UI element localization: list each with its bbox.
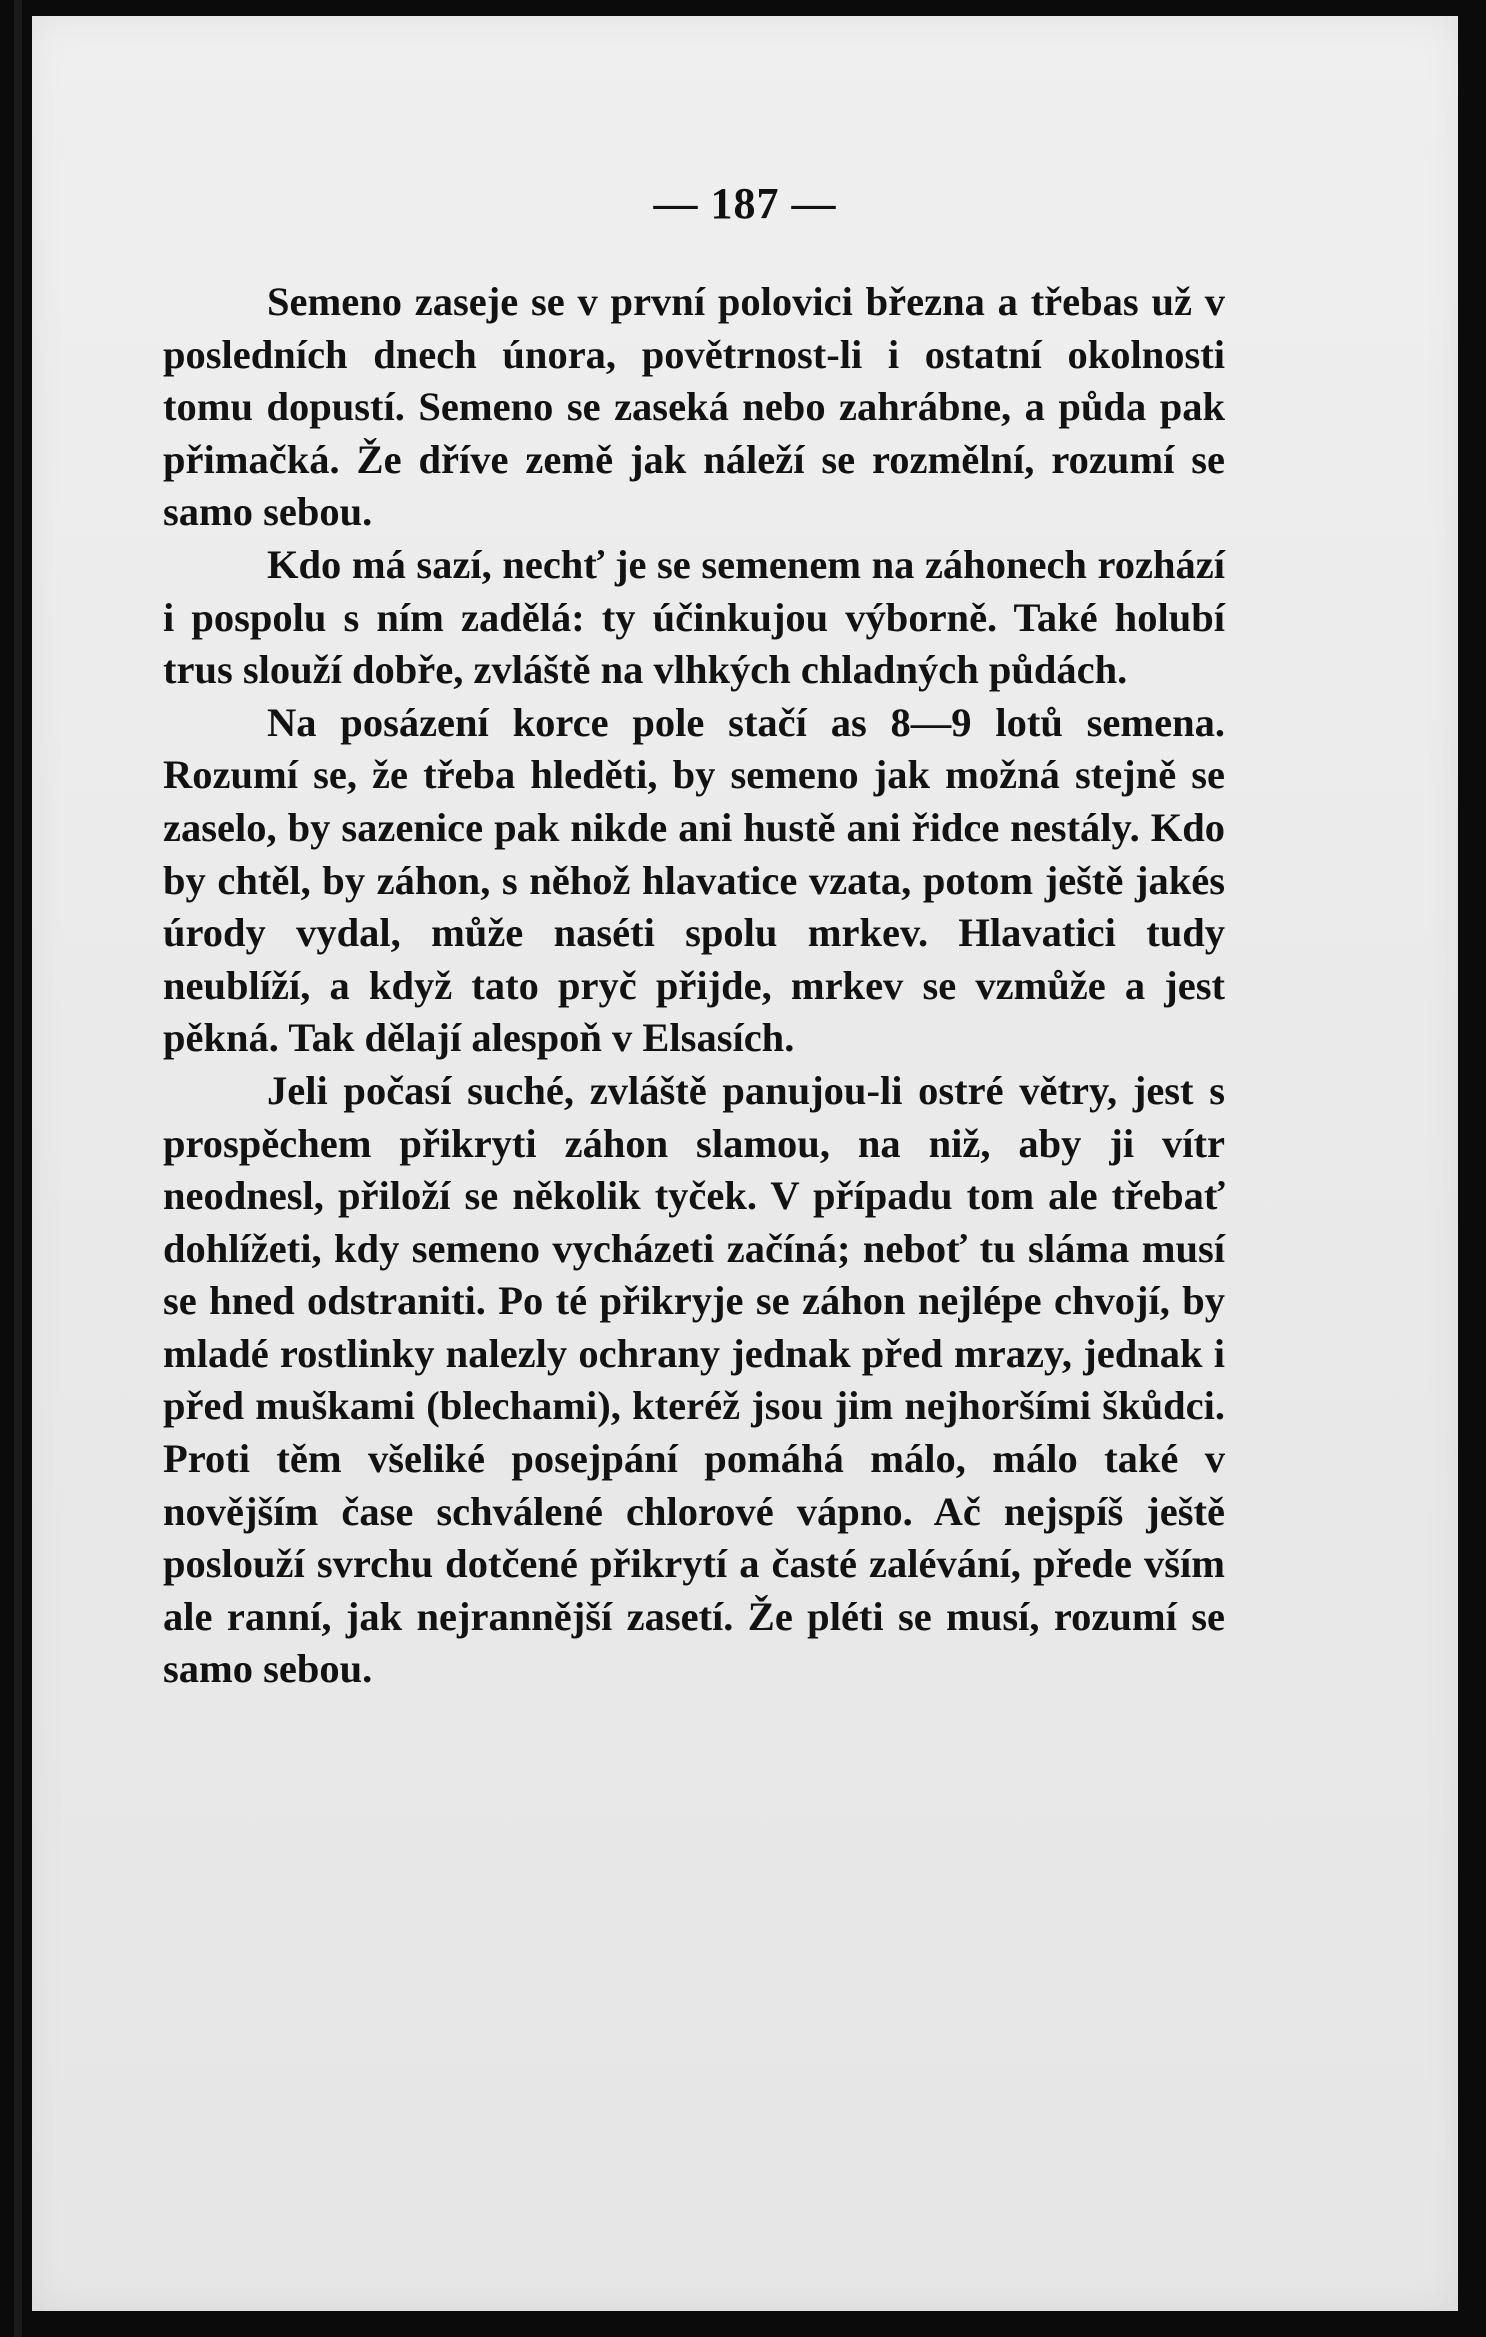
paragraph-2: Kdo má sazí, nechť je se semenem na záhonech rozhází i pospolu s ním zadělá: ty účinkujou výborně. Také holubí trus slouží dobře, zvláště na vlhkých chladných půdách. — [163, 541, 1225, 693]
body-text — [163, 276, 1225, 1696]
book-page — [32, 16, 1458, 2311]
page-number: — 187 — — [653, 179, 837, 228]
paragraph-1: Semeno zaseje se v první polovici března a třebas už v posledních dnech února, povětrnost-li i ostatní okolnosti tomu dopustí. Semeno se zaseká nebo zahrábne, a půda pak přimačká. Že dříve země jak náleží se rozmělní, rozumí se samo sebou. — [163, 279, 1225, 535]
paragraph-4: Jeli počasí suché, zvláště panujou-li ostré větry, jest s prospěchem přikryti záhon slamou, na niž, aby ji vítr neodnesl, přiloží se několik tyček. V případu tom ale třebať dohlížeti, kdy semeno vycházeti začíná; neboť tu sláma musí se hned odstraniti. Po té přikryje se záhon nejlépe chvojí, by mladé rostlinky nalezly ochrany jednak před mrazy, jednak i před muškami (blechami), kteréž jsou jim nejhoršími škůdci. Proti těm všeliké posejpání pomáhá málo, málo také v novějším čase schválené chlorové vápno. Ač nejspíš ještě poslouží svrchu dotčené přikrytí a časté zalévání, přede vším ale ranní, jak nejrannější zasetí. Že pléti se musí, rozumí se samo sebou. — [163, 1067, 1225, 1692]
binding-edge — [14, 0, 22, 2337]
paragraph-3: Na posázení korce pole stačí as 8—9 lotů semena. Rozumí se, že třeba hleděti, by semeno jak možná stejně se zaselo, by sazenice pak nikde ani hustě ani řidce nestály. Kdo by chtěl, by záhon, s něhož hlavatice vzata, potom ještě jakés úrody vydal, může naséti spolu mrkev. Hlavatici tudy neublíží, a když tato pryč přijde, mrkev se vzmůže a jest pěkná. Tak dělají alespoň v Elsasích. — [163, 699, 1225, 1061]
